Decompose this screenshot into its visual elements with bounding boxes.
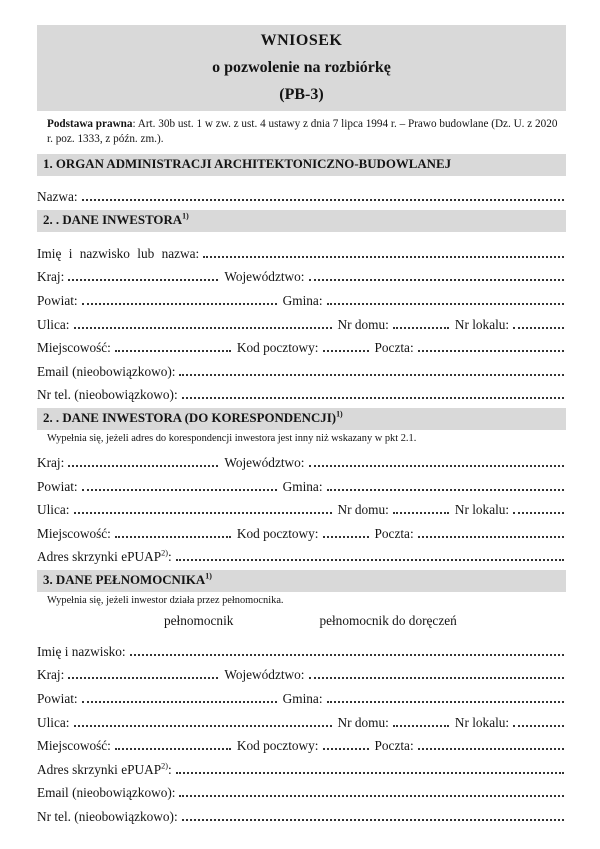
label-powiat: Powiat: — [37, 292, 78, 308]
dotted-line — [115, 748, 231, 750]
footnote-ref: 1) — [182, 211, 189, 221]
label-nr-lokalu: Nr lokalu: — [454, 714, 510, 730]
label-nr-lokalu: Nr lokalu: — [454, 316, 510, 332]
label-gmina: Gmina: — [282, 691, 323, 707]
dotted-line — [179, 374, 564, 376]
dotted-line — [74, 512, 332, 514]
section-header-pelnomocnik — [37, 570, 566, 592]
dotted-line — [513, 327, 564, 329]
section-title: 2. . DANE INWESTORA — [43, 213, 183, 228]
label-kod-pocztowy: Kod pocztowy: — [236, 340, 319, 356]
form-row — [37, 447, 566, 471]
footnote-ref: 2) — [161, 548, 168, 558]
label-powiat: Powiat: — [37, 478, 78, 494]
dotted-line — [68, 279, 218, 281]
form-row — [37, 333, 566, 357]
form-code: (PB-3) — [279, 86, 324, 103]
label-ulica: Ulica: — [37, 502, 70, 518]
form-row — [37, 356, 566, 380]
label-miejscowosc: Miejscowość: — [37, 340, 111, 356]
label-wojewodztwo: Województwo: — [224, 269, 305, 285]
form-row — [37, 380, 566, 404]
label-wojewodztwo: Województwo: — [224, 454, 305, 470]
dotted-line — [176, 772, 564, 774]
dotted-line — [418, 536, 564, 538]
section-header-inwestor-korespondencja — [37, 408, 566, 430]
label-wojewodztwo: Województwo: — [224, 667, 305, 683]
dotted-line — [203, 256, 564, 258]
dotted-line — [393, 327, 449, 329]
option-pelnomocnik-do-doreczen: pełnomocnik do doręczeń — [319, 613, 457, 629]
form-row — [37, 238, 566, 262]
dotted-line — [68, 465, 218, 467]
label-nr-domu: Nr domu: — [337, 502, 389, 518]
label-ulica: Ulica: — [37, 714, 70, 730]
footnote-ref: 1) — [336, 410, 343, 420]
label-poczta: Poczta: — [374, 738, 414, 754]
dotted-line — [513, 512, 564, 514]
form-row — [37, 683, 566, 707]
form-row — [37, 754, 566, 778]
section-pelnomocnik-fields — [37, 634, 566, 825]
label-ulica: Ulica: — [37, 316, 70, 332]
dotted-line — [182, 397, 564, 399]
label-epuap — [37, 762, 172, 778]
label-imie-nazwisko-lub-nazwa: Imię i nazwisko lub nazwa: — [37, 245, 200, 261]
dotted-line — [82, 489, 277, 491]
label-imie-nazwisko: Imię i nazwisko: — [37, 643, 126, 659]
section-note: Wypełnia się, jeżeli adres do korespondencji inwestora jest inny niż wskazany w pkt 2.1. — [47, 433, 417, 445]
dotted-line — [115, 350, 231, 352]
dotted-line — [130, 654, 564, 656]
dotted-line — [82, 199, 564, 201]
label-nr-tel: Nr tel. (nieobowiązkowo): — [37, 809, 178, 825]
label-poczta: Poczta: — [374, 525, 414, 541]
form-row — [37, 309, 566, 333]
label-powiat: Powiat: — [37, 691, 78, 707]
form-row — [37, 707, 566, 731]
form-row — [37, 182, 566, 206]
dotted-line — [309, 279, 565, 281]
dotted-line — [82, 701, 277, 703]
label-nr-domu: Nr domu: — [337, 714, 389, 730]
dotted-line — [179, 795, 564, 797]
dotted-line — [327, 489, 564, 491]
form-row — [37, 636, 566, 660]
form-row — [37, 471, 566, 495]
section-title: 3. DANE PEŁNOMOCNIKA — [43, 573, 206, 588]
form-row — [37, 495, 566, 519]
form-subtitle: o pozwolenie na rozbiórkę — [212, 59, 391, 76]
dotted-line — [323, 748, 369, 750]
dotted-line — [393, 725, 449, 727]
label-epuap-text: Adres skrzynki ePUAP — [37, 549, 162, 565]
label-nr-tel: Nr tel. (nieobowiązkowo): — [37, 387, 178, 403]
label-kraj: Kraj: — [37, 667, 65, 683]
section-note: Wypełnia się, jeżeli inwestor działa przez pełnomocnika. — [47, 595, 284, 607]
option-pelnomocnik: pełnomocnik — [164, 613, 234, 629]
label-gmina: Gmina: — [282, 292, 323, 308]
dotted-line — [115, 536, 231, 538]
form-title-block — [37, 25, 566, 111]
label-kraj: Kraj: — [37, 269, 65, 285]
section-header-inwestor — [37, 210, 566, 232]
legal-basis-label: Podstawa prawna — [47, 118, 133, 130]
form-row — [37, 731, 566, 755]
dotted-line — [74, 327, 332, 329]
form-title: WNIOSEK — [260, 32, 343, 49]
label-kraj: Kraj: — [37, 454, 65, 470]
label-kod-pocztowy: Kod pocztowy: — [236, 738, 319, 754]
dotted-line — [74, 725, 332, 727]
footnote-ref: 1) — [205, 571, 212, 581]
label-miejscowosc: Miejscowość: — [37, 525, 111, 541]
section-title: 1. ORGAN ADMINISTRACJI ARCHITEKTONICZNO-BUDOWLANEJ — [43, 156, 452, 171]
dotted-line — [323, 350, 369, 352]
form-row — [37, 518, 566, 542]
label-epuap-text: Adres skrzynki ePUAP — [37, 761, 162, 777]
label-epuap-colon: : — [167, 549, 172, 565]
label-poczta: Poczta: — [374, 340, 414, 356]
form-row — [37, 660, 566, 684]
label-gmina: Gmina: — [282, 478, 323, 494]
dotted-line — [68, 677, 218, 679]
dotted-line — [327, 303, 564, 305]
legal-basis-text: : Art. 30b ust. 1 w zw. z ust. 4 ustawy z dnia 7 lipca 1994 r. – Prawo budowlane (Dz. U. z 2020 r. poz. 1333, z późn. zm.). — [47, 118, 558, 145]
section-title: 2. . DANE INWESTORA (DO KORESPONDENCJI) — [43, 411, 337, 426]
dotted-line — [327, 701, 564, 703]
label-epuap — [37, 549, 172, 565]
form-row — [37, 262, 566, 286]
label-nazwa: Nazwa: — [37, 189, 78, 205]
section-header-organ — [37, 154, 566, 176]
dotted-line — [182, 819, 564, 821]
label-kod-pocztowy: Kod pocztowy: — [236, 525, 319, 541]
dotted-line — [418, 748, 564, 750]
label-epuap-colon: : — [167, 761, 172, 777]
dotted-line — [323, 536, 369, 538]
legal-basis — [47, 117, 566, 147]
form-row — [37, 285, 566, 309]
dotted-line — [393, 512, 449, 514]
dotted-line — [513, 725, 564, 727]
dotted-line — [309, 465, 565, 467]
form-row — [37, 542, 566, 566]
section-korespondencja-fields — [37, 445, 566, 565]
footnote-ref: 2) — [161, 761, 168, 771]
dotted-line — [418, 350, 564, 352]
pelnomocnik-options — [37, 608, 566, 634]
form-row — [37, 778, 566, 802]
section-inwestor-fields — [37, 232, 566, 403]
label-nr-lokalu: Nr lokalu: — [454, 502, 510, 518]
label-email: Email (nieobowiązkowo): — [37, 363, 176, 379]
dotted-line — [309, 677, 565, 679]
label-miejscowosc: Miejscowość: — [37, 738, 111, 754]
label-nr-domu: Nr domu: — [337, 316, 389, 332]
label-email: Email (nieobowiązkowo): — [37, 785, 176, 801]
dotted-line — [176, 559, 564, 561]
form-row — [37, 801, 566, 825]
dotted-line — [82, 303, 277, 305]
section-organ-fields — [37, 176, 566, 206]
